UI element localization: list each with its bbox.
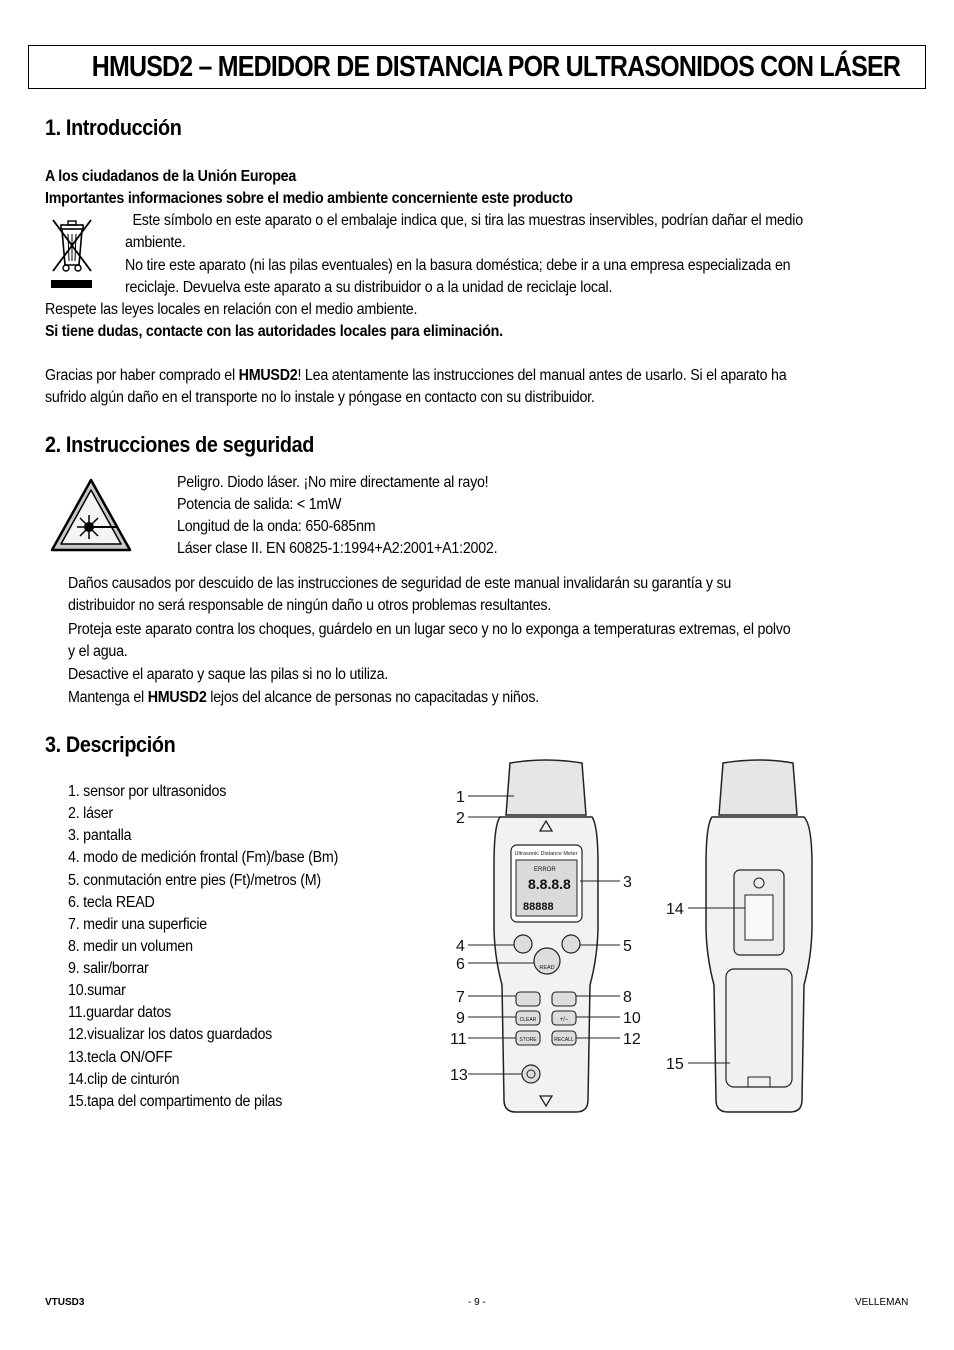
list-item: 10.sumar [68,982,126,999]
laser-warning-icon [49,477,133,555]
list-item: 14.clip de cinturón [68,1071,180,1088]
callout-12: 12 [623,1031,641,1048]
laser-line-1: Peligro. Diodo láser. ¡No mire directamente al rayo! [177,474,489,491]
page-title: HMUSD2 – MEDIDOR DE DISTANCIA POR ULTRASONIDOS CON LÁSER [91,51,901,83]
callout-6: 6 [456,956,465,973]
weee-line-3: No tire este aparato (ni las pilas eventuales) en la basura doméstica; debe ir a una empresa especializada en [125,257,791,274]
list-item: 8. medir un volumen [68,938,193,955]
clear-key-label: CLEAR [519,1017,537,1023]
list-item: 12.visualizar los datos guardados [68,1026,273,1043]
laser-line-2: Potencia de salida: < 1mW [177,496,342,513]
callout-14: 14 [666,901,684,918]
area-key [516,992,540,1006]
list-item: 9. salir/borrar [68,960,149,977]
lcd-digits: 8.8.8.8 [528,876,571,892]
callout-4: 4 [456,938,465,955]
battery-cover [726,969,792,1087]
laws-line: Respete las leyes locales en relación con el medio ambiente. [45,301,418,318]
safety-line-2: distribuidor no será responsable de ningún daño u otros problemas resultantes. [68,597,552,614]
back-view [706,760,812,1112]
power-key [522,1065,540,1083]
callout-7: 7 [456,989,465,1006]
callout-5: 5 [623,938,632,955]
title-box [28,45,926,89]
read-key-label: READ [539,965,555,971]
doubts-line: Si tiene dudas, contacte con las autoridades locales para eliminación. [45,323,503,340]
callout-1: 1 [456,789,465,806]
weee-line-2: ambiente. [125,234,186,251]
callout-15: 15 [666,1056,684,1073]
keep-text-b: lejos del alcance de personas no capacitadas y niños. [206,689,539,706]
list-item: 1. sensor por ultrasonidos [68,783,227,800]
footer-page-number: - 9 - [468,1297,486,1308]
weee-line-4: reciclaje. Devuelva este aparato a su distribuidor o a la unidad de reciclaje local. [125,279,613,296]
keep-text-a: Mantenga el [68,689,148,706]
safety-line-6 [68,687,539,709]
weee-line-1: Este símbolo en este aparato o el embalaje indica que, si tira las muestras inservibles, podrían dañar el medio [132,212,803,229]
callout-2: 2 [456,810,465,827]
safety-line-3: Proteja este aparato contra los choques, guárdelo en un lugar seco y no lo exponga a temperaturas extremas, el polvo [68,621,791,638]
list-item: 4. modo de medición frontal (Fm)/base (Bm) [68,849,339,866]
list-item: 11.guardar datos [68,1004,172,1021]
store-key-label: STORE [519,1037,537,1043]
callout-11: 11 [450,1031,467,1048]
list-item: 2. láser [68,805,113,822]
plus-minus-key-label: +/− [559,1017,569,1023]
list-item: 5. conmutación entre pies (Ft)/metros (M) [68,872,321,889]
ft-m-key [562,935,580,953]
laser-line-4: Láser clase II. EN 60825-1:1994+A2:2001+A1:2002. [177,540,498,557]
eu-heading: A los ciudadanos de la Unión Europea [45,168,297,185]
front-view [494,760,598,1112]
lcd-digits-2: 88888 [523,901,554,913]
back-sensor [719,760,797,815]
recall-key-label: RECALL [554,1037,574,1043]
fm-bm-key [514,935,532,953]
device-label: Ultrasonic Distance Meter [514,851,578,857]
list-item: 7. medir una superficie [68,916,207,933]
safety-line-5: Desactive el aparato y saque las pilas si no lo utiliza. [68,666,389,683]
list-item: 13.tecla ON/OFF [68,1049,173,1066]
env-heading: Importantes informaciones sobre el medio ambiente concerniente este producto [45,190,573,207]
list-item: 15.tapa del compartimento de pilas [68,1093,283,1110]
ultrasonic-sensor [506,760,586,815]
volume-key [552,992,576,1006]
device-diagram [440,755,820,1120]
section-1-heading: 1. Introducción [45,115,182,140]
thanks-line-2: sufrido algún daño en el transporte no lo instale y póngase en contacto con su distribuidor. [45,389,595,406]
section-2-heading: 2. Instrucciones de seguridad [45,432,315,457]
callout-13: 13 [450,1067,468,1084]
weee-text-1 [125,210,803,232]
list-item: 3. pantalla [68,827,132,844]
thanks-text-b: ! Lea atentamente las instrucciones del manual antes de usarlo. Si el aparato ha [297,367,787,384]
callout-9: 9 [456,1010,465,1027]
safety-line-1: Daños causados por descuido de las instrucciones de seguridad de este manual invalidarán su garantía y su [68,575,732,592]
callout-10: 10 [623,1010,641,1027]
laser-line-3: Longitud de la onda: 650-685nm [177,518,376,535]
section-3-heading: 3. Descripción [45,732,176,757]
thanks-line-1 [45,365,786,387]
callout-3: 3 [623,874,632,891]
callout-8: 8 [623,989,632,1006]
safety-line-4: y el agua. [68,643,128,660]
lcd-error: ERROR [534,867,556,873]
keep-model: HMUSD2 [147,689,207,706]
footer-right: VELLEMAN [855,1297,909,1308]
weee-bin-icon [48,215,96,290]
footer-left: VTUSD3 [45,1297,85,1308]
list-item: 6. tecla READ [68,894,155,911]
thanks-model: HMUSD2 [238,367,298,384]
thanks-text-a: Gracias por haber comprado el [45,367,239,384]
